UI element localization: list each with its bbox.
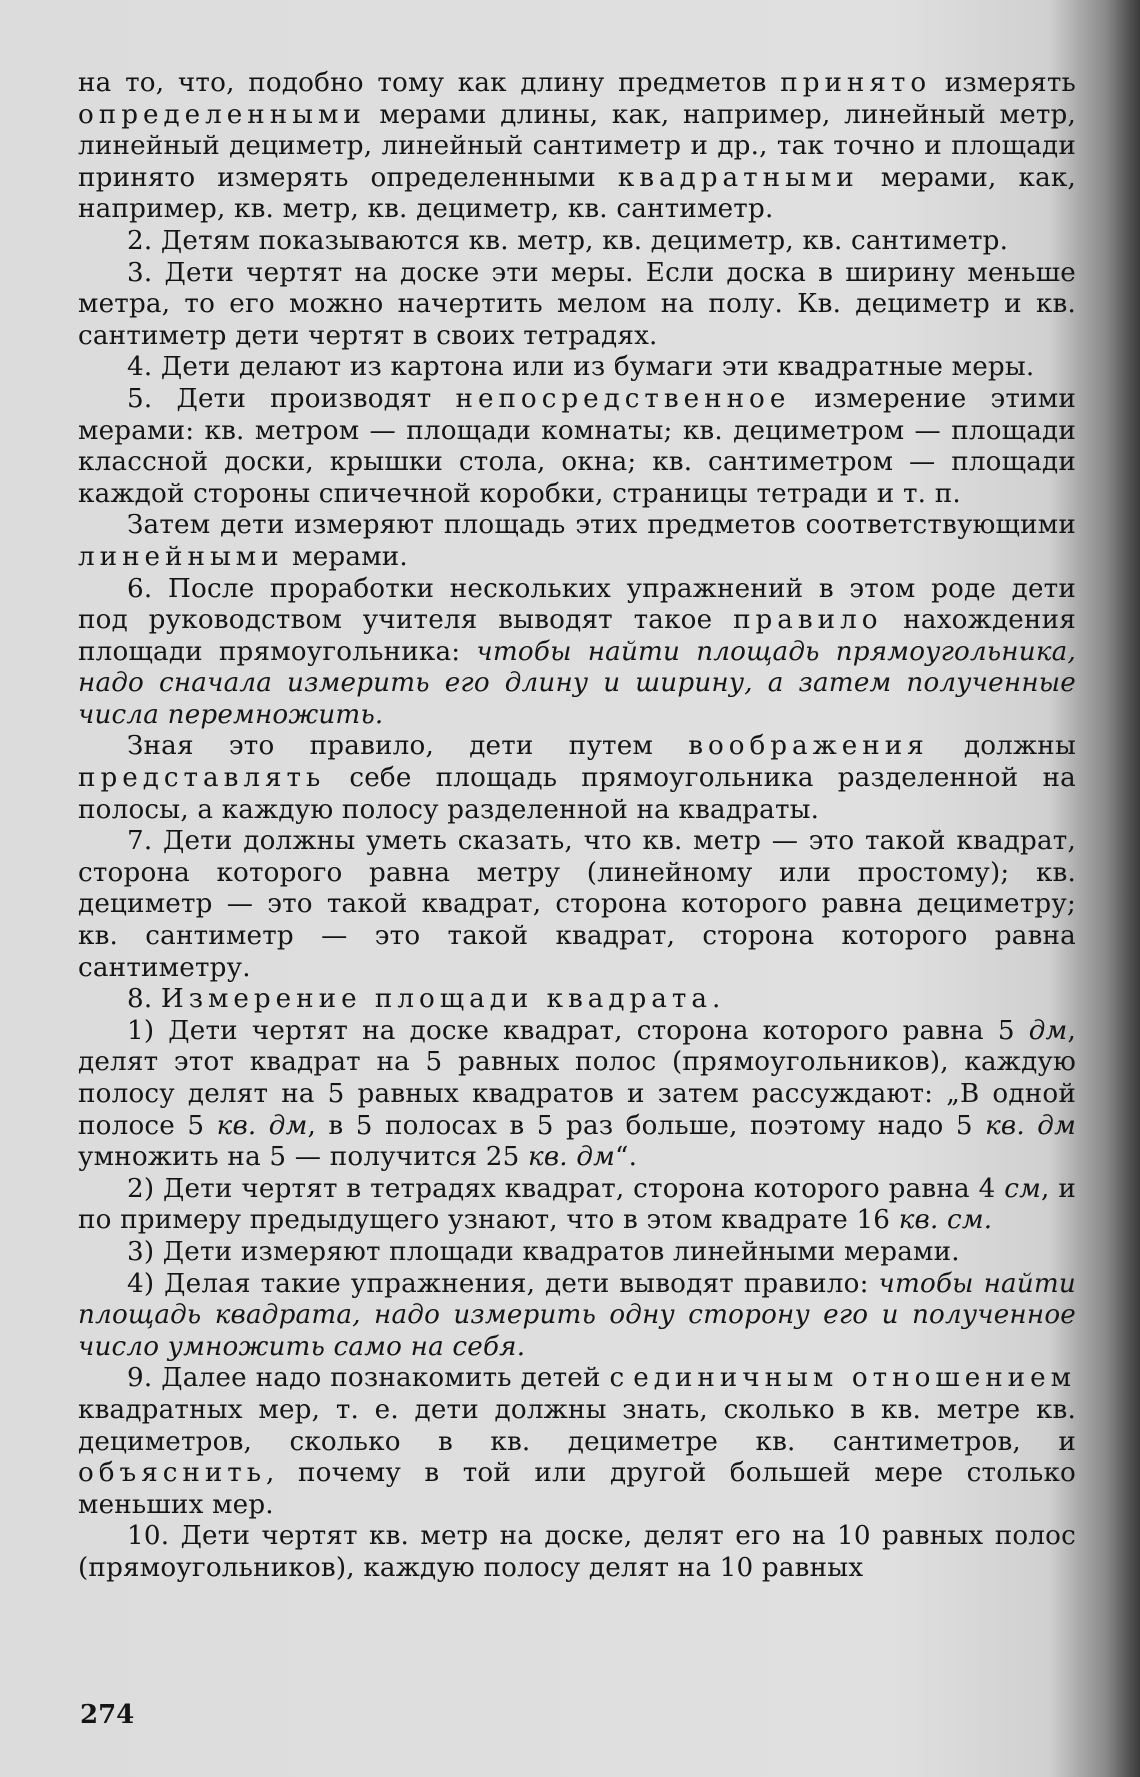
text-run: 1) Дети чертят на доске квадрат, сторона которого равна 5 [127,1015,1029,1046]
text-run: нахождения площади прямоугольника: [78,605,1076,667]
text-run: единичным отношением [633,1363,1076,1394]
text-run: кв. см. [898,1205,993,1236]
paragraph [78,1016,1076,1174]
text-run: измерять [931,68,1077,98]
text-run: 3. Дети чертят на доске эти меры. Если доска в ширину меньше метра, то его можно начертить мелом на полу. Кв. дециметр и кв. сантиметр дети чертят в своих тетрадях. [78,257,1076,351]
text-run: , и по примеру предыдущего узнают, что в этом квадрате 16 [78,1173,1077,1236]
text-run: “. [615,1142,638,1173]
paragraph [78,1521,1076,1584]
text-run: 10. Дети чертят кв. метр на доске, делят его на 10 равных полос (прямоугольников), каждую полосу делят на 10 равных [78,1521,1076,1583]
text-run: Измерение площади квадрата [160,984,712,1015]
text-run: линейными [78,541,284,572]
text-run: должны [928,731,1076,762]
paragraph [78,68,1076,226]
text-run: определенными [78,99,366,130]
text-run: себе площадь прямоугольника разделенной на полосы, а каждую полосу разделенной на квадраты. [78,763,1076,825]
text-run: квадратных мер, т. е. дети должны знать, сколько в кв. метре кв. дециметров, сколько в кв. дециметре кв. сантиметров, и [78,1394,1076,1457]
paragraph [78,226,1076,258]
text-run: Затем дети измеряют площадь этих предметов соответствующими [127,510,1076,541]
text-run: на то, что, подобно тому как длину предметов [78,68,781,98]
text-run: 2) Дети чертят в тетрадях квадрат, сторона которого равна 4 [127,1173,1005,1204]
text-run: кв. дм [985,1110,1076,1141]
paragraph [78,826,1076,984]
text-run: 5. Дети производят [127,383,456,414]
paragraph [78,258,1076,353]
text-run: воображения [688,731,929,762]
page-number: 274 [80,1700,135,1730]
paragraph [78,352,1076,384]
text-run: 4) Делая такие упражнения, дети выводят правило: [127,1268,879,1299]
text-run: квадратными [617,162,859,193]
text-run: измерение этими мерами: кв. метром — площади комнаты; кв. дециметром — площади классной доски, крышки стола, окна; кв. сантиметром — площади каждой стороны спичечной коробки, страницы тетради и т. п. [78,383,1076,509]
text-run: 8. [127,984,161,1015]
page-body [78,68,1076,1585]
text-run: чтобы найти площадь прямоугольника, надо сначала измерить его длину и ширину, а затем полученные числа перемножить. [78,636,1076,730]
text-run: , делят этот квадрат на 5 равных полос (прямоугольников), каждую полосу делят на 5 равных квадратов и затем рассуждают: „В одной полосе 5 [78,1015,1076,1141]
paragraph [78,574,1076,732]
text-run: объяснить [78,1458,267,1489]
text-run: 3) Дети измеряют площади квадратов линейными мерами. [127,1236,960,1267]
paragraph [78,1269,1076,1364]
text-run: непосредственное [455,383,791,414]
text-run: умножить на 5 — получится 25 [78,1142,528,1173]
paragraph [78,1174,1076,1237]
paragraph [78,510,1076,573]
text-run: мерами длины, как, например, линейный метр, линейный дециметр, линейный сантиметр и др., так точно и площади принято измерять определенными [78,99,1076,193]
text-run: см [1004,1173,1042,1204]
text-run: мерами, как, например, кв. метр, кв. дециметр, кв. сантиметр. [78,162,1076,225]
text-run: 7. Дети должны уметь сказать, что кв. метр — это такой квадрат, сторона которого равна метру (линейному или простому); кв. дециметр — это такой квадрат, сторона которого равна дециметру; кв. сантиметр — это такой квадрат, сторона которого равна сантиметру. [78,826,1076,983]
paragraph [78,1237,1076,1269]
text-run: дм [1028,1015,1068,1046]
text-run: представлять [78,763,326,794]
paragraph [78,731,1076,826]
text-run: правило [733,605,883,636]
text-run: . [711,984,721,1015]
text-run: кв. дм [527,1142,616,1173]
text-run: кв. дм [216,1110,308,1141]
text-run: 2. Детям показываются кв. метр, кв. дециметр, кв. сантиметр. [127,225,1009,256]
paragraph [78,984,1076,1016]
paragraph [78,384,1076,510]
paragraph [78,1363,1076,1521]
text-run: , в 5 полосах в 5 раз больше, поэтому надо 5 [307,1110,986,1141]
text-run: Зная это правило, дети путем [127,731,689,762]
text-run: , почему в той или другой большей мере столько меньших мер. [78,1458,1076,1520]
text-run: чтобы найти площадь квадрата, надо измерить одну сторону его и полученное число умножить само на себя. [78,1268,1076,1362]
text-run: принято [780,68,932,98]
text-run: мерами. [283,541,408,572]
text-run: 6. После проработки нескольких упражнений в этом роде дети под руководством учителя выводят такое [78,573,1076,636]
text-run: 9. Далее надо познакомить детей с [127,1363,634,1394]
text-run: 4. Дети делают из картона или из бумаги эти квадратные меры. [127,352,1035,383]
